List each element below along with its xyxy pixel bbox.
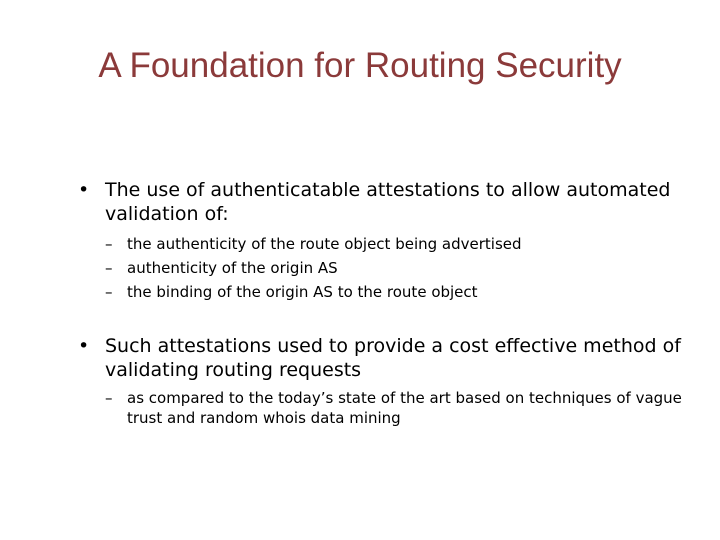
sub-item <box>105 232 698 256</box>
bullet-icon: • <box>78 179 90 201</box>
sub-text: the authenticity of the route object being advertised <box>127 235 522 253</box>
dash-icon: – <box>105 235 113 253</box>
sub-item <box>105 256 698 280</box>
sub-text: the binding of the origin AS to the route object <box>127 283 478 301</box>
slide-title: A Foundation for Routing Security <box>98 46 622 85</box>
dash-icon: – <box>105 389 113 407</box>
sub-item <box>105 280 698 304</box>
sub-item <box>105 388 698 428</box>
bullet-text: The use of authenticatable attestations to allow automated validation of: <box>105 179 671 225</box>
bullet-text: Such attestations used to provide a cost effective method of validating routing requests <box>105 335 681 381</box>
slide-body <box>78 178 698 428</box>
sub-list <box>105 232 698 304</box>
bullet-item <box>78 178 698 226</box>
bullet-item <box>78 334 698 382</box>
sub-text: as compared to the today’s state of the art based on techniques of vague trust and random whois data mining <box>127 389 682 427</box>
sub-list <box>105 388 698 428</box>
sub-text: authenticity of the origin AS <box>127 259 338 277</box>
dash-icon: – <box>105 283 113 301</box>
dash-icon: – <box>105 259 113 277</box>
spacer <box>78 304 698 334</box>
bullet-icon: • <box>78 335 90 357</box>
